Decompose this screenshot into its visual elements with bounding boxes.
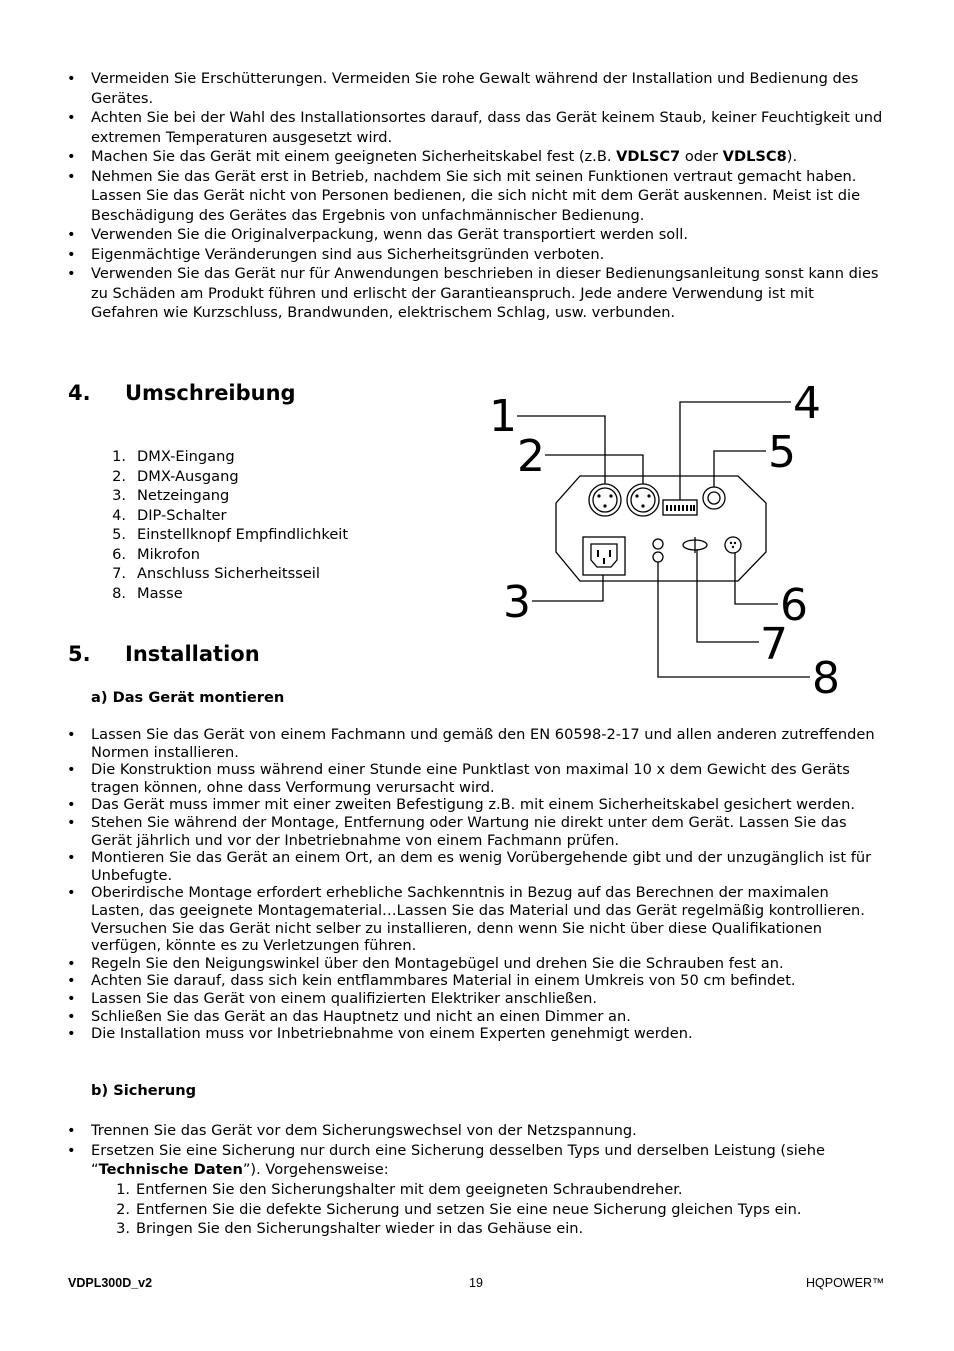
power-inlet [583,537,625,575]
step-text: Entfernen Sie den Sicherungshalter mit dem geeigneten Schraubendreher. [136,1181,683,1198]
list-item: • Stehen Sie während der Montage, Entfernung oder Wartung nie direkt unter dem Gerät. Lassen Sie das Gerät jährlich und vor der Inbetriebnahme von einem Fachmann prüfen. [0,814,954,849]
list-item: • Nehmen Sie das Gerät erst in Betrieb, nachdem Sie sich mit seinen Funktionen vertraut gemacht haben. Lassen Sie das Gerät nicht von Personen bedienen, die sich nicht mit dem Gerät auskennen. Meist ist die Beschädigung des Gerätes das Ergebnis von unfachmännischer Bedienung. [0,167,954,226]
product-code: VDLSC8 [722,148,787,165]
item-number: 2. [112,467,126,485]
footer-brand: HQPOWER™ [806,1276,885,1290]
reference-title: Technische Daten [98,1161,243,1178]
item-label: Anschluss Sicherheitsseil [137,565,320,582]
callout-1: 1 [489,391,517,442]
list-item: • Lassen Sie das Gerät von einem Fachmann und gemäß den EN 60598-2-17 und allen anderen zutreffenden Normen installieren. [0,726,954,761]
list-item: • Achten Sie darauf, dass sich kein entflammbares Material in einem Umkreis von 50 cm befindet. [0,972,954,990]
footer-doc-code: VDPL300D_v2 [68,1276,153,1290]
dmx-in-connector [589,484,621,516]
item-number: 5. [112,526,126,543]
item-number: 4. [112,506,126,524]
text-run: ”). Vorgehensweise: [242,1161,389,1178]
item-label: Masse [137,584,183,602]
list-item: • Schließen Sie das Gerät an das Hauptnetz und nicht an einen Dimmer an. [0,1008,954,1026]
step-number: 1. [116,1181,130,1198]
list-item: • Verwenden Sie die Originalverpackung, wenn das Gerät transportiert werden soll. [0,225,954,245]
list-item: • Verwenden Sie das Gerät nur für Anwendungen beschrieben in dieser Bedienungsanleitung sonst kann dies zu Schäden am Produkt führen und erlischt der Garantieanspruch. Jede andere Verwendung ist mit Gefahren wie Kurzschluss, Brandwunden, elektrischem Schlag, usw. verbunden. [0,264,954,323]
list-item: • Lassen Sie das Gerät von einem qualifizierten Elektriker anschließen. [0,990,954,1008]
callout-8: 8 [812,653,840,704]
step-number: 3. [116,1220,130,1237]
item-number: 3. [112,487,126,504]
leader-line-2 [545,455,643,484]
list-item: • Montieren Sie das Gerät an einem Ort, an dem es wenig Vorübergehende gibt und der unzugänglich ist für Unbefugte. [0,849,954,884]
leader-line-6 [735,553,778,604]
section-heading-4 [68,381,296,405]
list-item: • Die Konstruktion muss während einer Stunde eine Punktlast von maximal 10 x dem Gewicht des Geräts tragen können, ohne dass Verformung verursacht wird. [0,761,954,796]
item-number: 1. [112,448,126,465]
list-item [90,467,348,487]
item-label: Netzeingang [137,487,230,504]
mounting-bullet-list [0,726,954,1043]
list-item: • Oberirdische Montage erfordert erhebliche Sachkenntnis in Bezug auf das Berechnen der maximalen Lasten, das geeignete Montagematerial…Lassen Sie das Material und das Gerät regelmäßig kontrollieren. Versuchen Sie das Gerät nicht selber zu installieren, denn wenn Sie nicht über diese Qualifikationen verfügen, könnte es zu Verletzungen führen. [0,884,954,954]
text-run: ). [786,148,798,165]
leader-line-5 [714,451,766,487]
list-item [90,564,348,584]
item-label: DIP-Schalter [137,506,227,524]
list-item [0,147,954,167]
item-label: Einstellknopf Empfindlichkeit [137,526,349,543]
list-item: • Das Gerät muss immer mit einer zweiten Befestigung z.B. mit einem Sicherheitskabel gesichert werden. [0,796,954,814]
list-item: • Die Installation muss vor Inbetriebnahme von einem Experten genehmigt werden. [0,1025,954,1043]
list-item: • Regeln Sie den Neigungswinkel über den Montagebügel und drehen Sie die Schrauben fest an. [0,955,954,973]
item-number: 6. [112,545,126,563]
text-run: Ersetzen Sie eine Sicherung nur durch eine Sicherung desselben Typs und derselben Leistung (siehe “ [91,1141,825,1178]
callout-6: 6 [780,580,808,631]
callout-2: 2 [517,431,545,482]
fuse-bullet-list [0,1121,954,1180]
item-label: DMX-Ausgang [137,467,239,485]
item-label: Mikrofon [137,545,201,563]
item-number: 7. [112,565,126,582]
list-item: • Vermeiden Sie Erschütterungen. Vermeiden Sie rohe Gewalt während der Installation und Bedienung des Gerätes. [0,69,954,108]
list-item: • Achten Sie bei der Wahl des Installationsortes darauf, dass das Gerät keinem Staub, keiner Feuchtigkeit und extremen Temperaturen ausgesetzt wird. [0,108,954,147]
text-run: Machen Sie das Gerät mit einem geeigneten Sicherheitskabel fest (z.B. [91,148,617,165]
sensor [725,537,741,553]
subheading-fuse: b) Sicherung [91,1082,197,1099]
callout-7: 7 [760,619,788,670]
list-item [90,447,348,467]
list-item [90,545,348,565]
intro-bullet-list [0,69,954,323]
leader-line-7 [697,550,759,642]
list-item [110,1219,802,1239]
list-item: • Trennen Sie das Gerät vor dem Sicherungswechsel von der Netzspannung. [0,1121,954,1141]
product-code: VDLSC7 [616,148,681,165]
microphone-port [653,539,663,549]
callout-3: 3 [503,577,531,628]
list-item [90,584,348,604]
parts-list [90,447,348,603]
subheading-mounting: a) Das Gerät montieren [91,689,285,706]
list-item [110,1180,802,1200]
fuse-steps-list [110,1180,802,1239]
step-number: 2. [116,1200,130,1218]
dmx-out-connector [627,484,659,516]
list-item [0,1141,954,1180]
item-number: 8. [112,584,126,602]
callout-4: 4 [793,378,821,429]
step-text: Entfernen Sie die defekte Sicherung und setzen Sie eine neue Sicherung gleichen Typs ein. [136,1200,802,1218]
text-run: oder [680,148,723,165]
list-item [90,486,348,506]
section-heading-5 [68,642,260,666]
list-item [110,1200,802,1220]
footer-page-number: 19 [469,1276,483,1290]
rear-panel-diagram [470,370,870,710]
sensitivity-knob [703,487,725,509]
ground-terminal [653,552,663,562]
list-item [90,506,348,526]
item-label: DMX-Eingang [137,448,235,465]
leader-line-3 [532,575,603,601]
callout-5: 5 [768,427,796,478]
section-number: 5. [68,642,91,666]
list-item [90,525,348,545]
step-text: Bringen Sie den Sicherungshalter wieder in das Gehäuse ein. [136,1220,584,1237]
section-title: Umschreibung [125,381,296,405]
section-title: Installation [125,642,260,666]
section-number: 4. [68,381,91,405]
list-item: • Eigenmächtige Veränderungen sind aus Sicherheitsgründen verboten. [0,245,954,265]
